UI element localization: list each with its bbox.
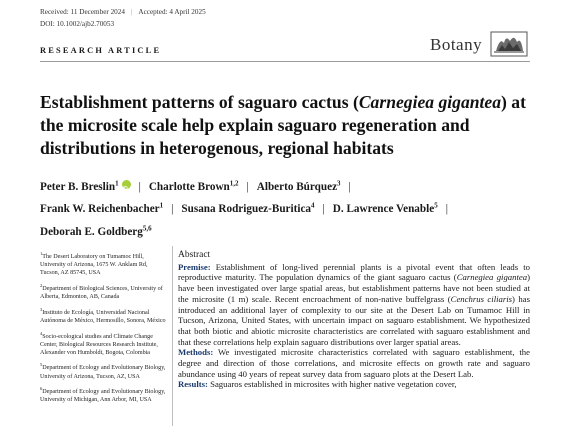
affiliations: [40, 250, 166, 409]
affiliation-item: [40, 330, 166, 357]
affiliation-item: [40, 250, 166, 277]
affiliation-number: 5: [40, 362, 43, 368]
author[interactable]: [257, 181, 341, 193]
header-divider: [40, 61, 530, 62]
affiliation-number: 1: [40, 251, 43, 256]
affiliation-text: The Desert Laboratory on Tumamoc Hill, University of Arizona, 1675 W. Anklam Rd, Tucson, AZ 85745, USA: [40, 254, 148, 277]
author-separator: |: [348, 180, 351, 193]
article-title: [40, 91, 540, 160]
author-name: Peter B. Breslin: [40, 180, 116, 193]
premise-text: ) has introduced an additional layer of complexity to our site at the Desert Lab on Tumamoc Hill in Tucson, Arizona, United States, with uncertain impact on saguaro establishment. We hypothesized that both biotic and abiotic microsite characteristics are correlated with saguaro establishment and that these correlations help explain saguaro distributions over larger spatial areas.: [178, 293, 530, 347]
author-affil-sup: 4: [311, 201, 315, 210]
premise-label: Premise:: [178, 261, 211, 272]
author-name: Frank W. Reichenbacher: [40, 203, 160, 216]
affiliation-number: 4: [40, 330, 43, 336]
affiliation-text: Instituto de Ecología, Universidad Nacional Autónoma de México, Hermosillo, Sonora, México: [40, 309, 166, 324]
results-label: Results:: [178, 379, 208, 390]
author[interactable]: [333, 203, 438, 215]
author-name: Charlotte Brown: [148, 180, 230, 193]
author-separator: |: [138, 180, 141, 193]
author-affil-sup: 5,6: [142, 224, 152, 233]
abstract-methods: [178, 347, 530, 379]
title-part1: Establishment patterns of saguaro cactus (: [40, 92, 359, 112]
author-list: [40, 174, 530, 242]
affiliation-text: Socio-ecological studies and Climate Change Center, Biological Resources Research Institute, Alexander von Humboldt, Bogota, Colombia: [40, 333, 158, 356]
author-name: Susana Rodriguez-Buritica: [181, 203, 312, 216]
author[interactable]: [40, 181, 131, 193]
journal-name: Botany: [430, 35, 483, 54]
affiliation-text: Department of Ecology and Evolutionary Biology, University of Michigan, Ann Arbor, MI, USA: [40, 389, 166, 404]
received-date: Received: 11 December 2024: [40, 8, 125, 16]
author-name: D. Lawrence Venable: [332, 203, 435, 216]
methods-text: We investigated microsite characteristics correlated with saguaro establishment, the degree and direction of those correlations, and microsite effects on growth rate and saguaro abundance using 40 years of repeat survey data from saguaro plots at the Desert Lab.: [178, 347, 530, 379]
author-separator: |: [171, 203, 174, 216]
affiliation-item: [40, 385, 166, 404]
author-name: Alberto Búrquez: [256, 180, 338, 193]
methods-label: Methods:: [178, 347, 214, 358]
journal-brand: [430, 31, 530, 59]
premise-text: ) have been investigated over large spatial areas, but establishment patterns have not been studied at the microsite (1 m) scale. Recent encroachment of non-native buffelgrass (: [178, 272, 530, 304]
premise-species-italic: Carnegiea gigantea: [456, 272, 528, 283]
publication-dates: [40, 8, 206, 16]
author-name: Deborah E. Goldberg: [40, 226, 143, 239]
abstract-heading: Abstract: [178, 250, 211, 260]
affiliation-item: [40, 282, 166, 301]
affiliation-text: Department of Biological Sciences, University of Alberta, Edmonton, AB, Canada: [40, 285, 163, 301]
author-affil-sup: 1,2: [229, 179, 239, 187]
abstract-section: [178, 250, 530, 390]
abstract-results: [178, 379, 530, 390]
author[interactable]: [40, 226, 152, 238]
accepted-date: Accepted: 4 April 2025: [138, 8, 206, 16]
affiliation-number: 3: [40, 306, 43, 312]
affiliation-text: Department of Ecology and Evolutionary Biology, University of Arizona, Tucson, AZ, USA: [40, 365, 166, 380]
article-type: RESEARCH ARTICLE: [40, 46, 162, 55]
title-italic-species: Carnegiea gigantea: [358, 92, 502, 112]
affiliation-number: 2: [40, 282, 43, 288]
author[interactable]: [181, 203, 314, 215]
author-affil-sup: 5: [434, 201, 438, 210]
author[interactable]: [40, 203, 163, 215]
date-separator: |: [130, 8, 133, 16]
premise-species-italic: Cenchrus ciliaris: [450, 293, 513, 304]
premise-text: Establishment of long-lived perennial plants is a pivotal event that often leads to reproductive maturity. The population dynamics of the giant saguaro cactus (: [178, 261, 530, 283]
author-affil-sup: 1: [159, 201, 164, 210]
author-affil-sup: 1: [115, 179, 119, 187]
affiliation-item: [40, 306, 166, 325]
orcid-icon[interactable]: [122, 180, 131, 189]
journal-logo-icon: [490, 31, 528, 57]
title-part2: ) at the microsite scale help explain saguaro regeneration and distributions in heterogenous, regional habitats: [40, 92, 526, 158]
author-separator: |: [445, 203, 448, 216]
results-text: Saguaros established in microsites with higher native vegetation cover,: [207, 379, 457, 390]
doi[interactable]: DOI: 10.1002/ajb2.70053: [40, 20, 115, 28]
affiliation-number: 6: [40, 386, 43, 392]
affiliation-item: [40, 361, 166, 380]
author-affil-sup: 3: [337, 179, 341, 187]
author-separator: |: [246, 180, 249, 193]
column-divider: [172, 246, 173, 426]
author[interactable]: [149, 181, 239, 193]
abstract-premise: [178, 262, 530, 348]
author-separator: |: [322, 203, 325, 216]
